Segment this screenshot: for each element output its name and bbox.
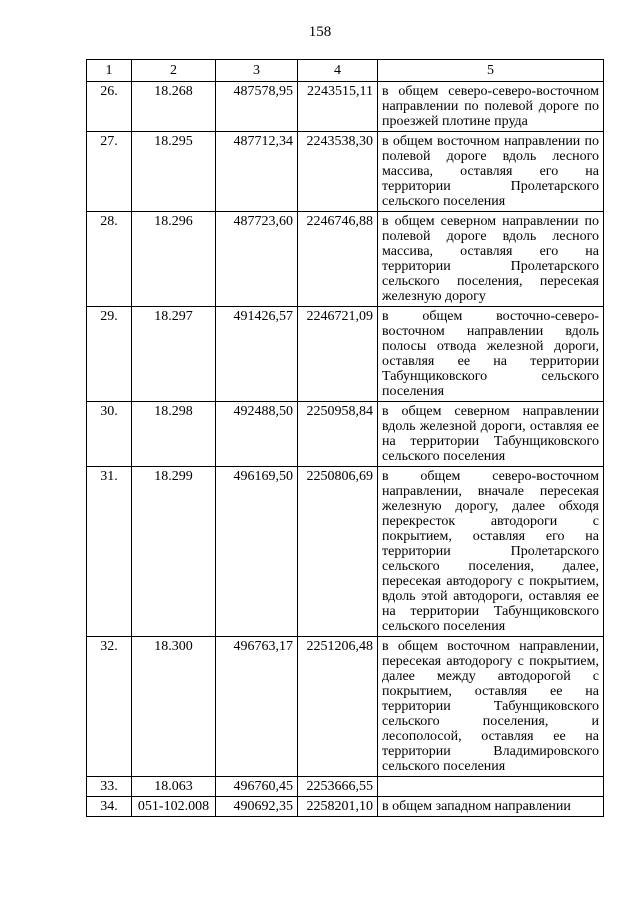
coord-x: 487578,95 [216, 82, 298, 132]
coord-y: 2251206,48 [298, 637, 378, 777]
coord-y: 2243515,11 [298, 82, 378, 132]
point-id: 18.298 [132, 402, 216, 467]
coord-y: 2243538,30 [298, 132, 378, 212]
point-id: 18.063 [132, 777, 216, 797]
row-number: 29. [87, 307, 132, 402]
table-header-row [87, 60, 604, 82]
coord-y: 2250958,84 [298, 402, 378, 467]
coord-y: 2246721,09 [298, 307, 378, 402]
coord-x: 496169,50 [216, 467, 298, 637]
coord-x: 487723,60 [216, 212, 298, 307]
coord-x: 492488,50 [216, 402, 298, 467]
boundary-description: в общем северном направлении вдоль железной дороги, оставляя ее на территории Табунщиковского сельского поселения [378, 402, 604, 467]
coord-x: 490692,35 [216, 797, 298, 817]
coord-x: 496760,45 [216, 777, 298, 797]
table-row [87, 402, 604, 467]
page-number: 158 [308, 24, 332, 40]
point-id: 18.295 [132, 132, 216, 212]
row-number: 33. [87, 777, 132, 797]
boundary-description: в общем западном направлении [378, 797, 604, 817]
table-row [87, 82, 604, 132]
boundary-description: в общем восточном направлении, пересекая автодорогу с покрытием, далее между автодорогой с покрытием, оставляя ее на территории Табунщиковского сельского поселения, и лесополосой, оставляя ее на территории Владимировского сельского поселения [378, 637, 604, 777]
header-col-4: 4 [298, 60, 378, 82]
boundary-description: в общем восточном направлении по полевой дороге вдоль лесного массива, оставляя его на территории Пролетарского сельского поселения [378, 132, 604, 212]
table-row [87, 307, 604, 402]
table-row [87, 467, 604, 637]
table-row [87, 132, 604, 212]
boundary-description: в общем северо-северо-восточном направлении по полевой дороге по проезжей плотине пруда [378, 82, 604, 132]
row-number: 28. [87, 212, 132, 307]
header-col-5: 5 [378, 60, 604, 82]
table-row [87, 212, 604, 307]
table-row [87, 797, 604, 817]
boundary-description [378, 777, 604, 797]
table-row [87, 777, 604, 797]
point-id: 18.297 [132, 307, 216, 402]
point-id: 18.296 [132, 212, 216, 307]
header-col-3: 3 [216, 60, 298, 82]
point-id: 18.299 [132, 467, 216, 637]
row-number: 30. [87, 402, 132, 467]
row-number: 31. [87, 467, 132, 637]
coord-y: 2246746,88 [298, 212, 378, 307]
header-col-2: 2 [132, 60, 216, 82]
boundary-description: в общем восточно-северо-восточном направлении вдоль полосы отвода железной дороги, оставляя ее на территории Табунщиковского сельского поселения [378, 307, 604, 402]
coord-y: 2250806,69 [298, 467, 378, 637]
row-number: 27. [87, 132, 132, 212]
point-id: 18.268 [132, 82, 216, 132]
boundary-description: в общем северном направлении по полевой дороге вдоль лесного массива, оставляя его на территории Пролетарского сельского поселения, пересекая железную дорогу [378, 212, 604, 307]
coord-y: 2258201,10 [298, 797, 378, 817]
coordinates-table [86, 59, 604, 817]
coord-y: 2253666,55 [298, 777, 378, 797]
row-number: 26. [87, 82, 132, 132]
row-number: 34. [87, 797, 132, 817]
boundary-description: в общем северо-восточном направлении, вначале пересекая железную дорогу, далее обходя перекресток автодороги с покрытием, оставляя его на территории Пролетарского сельского поселения, далее, пересекая автодорогу с покрытием, вдоль этой автодороги, оставляя ее на территории Табунщиковского сельского поселения [378, 467, 604, 637]
table-row [87, 637, 604, 777]
point-id: 051-102.008 [132, 797, 216, 817]
coord-x: 496763,17 [216, 637, 298, 777]
coord-x: 491426,57 [216, 307, 298, 402]
coord-x: 487712,34 [216, 132, 298, 212]
point-id: 18.300 [132, 637, 216, 777]
header-col-1: 1 [87, 60, 132, 82]
row-number: 32. [87, 637, 132, 777]
